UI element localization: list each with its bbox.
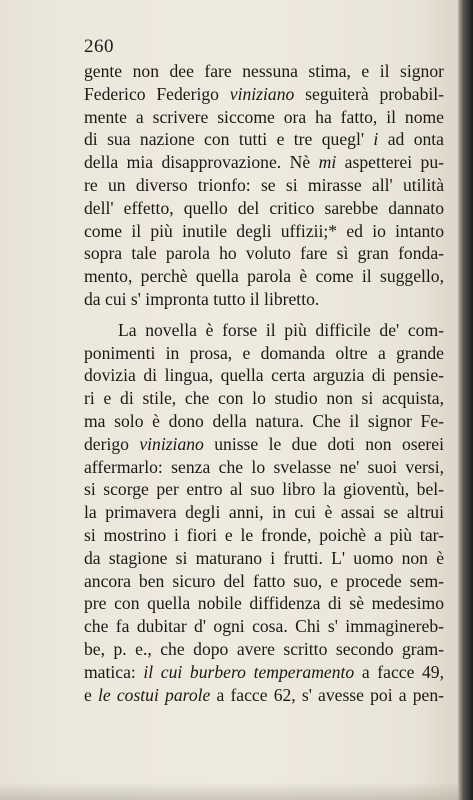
text-line: re un diverso trionfo: se si mirasse all' utilità bbox=[84, 174, 444, 195]
text-line: derigo viniziano unisse le due doti non oserei bbox=[84, 433, 444, 454]
text-line: be, p. e., che dopo avere scritto secondo gram- bbox=[84, 638, 444, 659]
text-line: dovizia di lingua, quella certa arguzia di pensie- bbox=[84, 365, 444, 386]
text-line: gente non dee fare nessuna stima, e il signor bbox=[84, 61, 444, 81]
paragraph-1 bbox=[84, 60, 444, 311]
book-spine-shadow bbox=[458, 0, 473, 800]
page-number: 260 bbox=[84, 36, 114, 57]
text-line: che fa dubitar d' ogni cosa. Chi s' immaginereb- bbox=[84, 616, 444, 637]
text-line: mente a scrivere siccome ora ha fatto, il nome bbox=[84, 106, 444, 127]
text-line: pre con quella nobile diffidenza di sè medesimo bbox=[84, 593, 444, 614]
text-line: come il più inutile degli uffizii;* ed io intanto bbox=[84, 220, 444, 241]
text-line: ri e di stile, che con lo studio non si acquista, bbox=[84, 388, 444, 409]
text-line: ponimenti in prosa, e domanda oltre a grande bbox=[84, 342, 444, 363]
text-line: della mia disapprovazione. Nè mi aspetterei pu- bbox=[84, 152, 444, 173]
text-line: da stagione si maturano i frutti. L' uomo non è bbox=[84, 547, 444, 568]
text-line: matica: il cui burbero temperamento a facce 49, bbox=[84, 661, 444, 682]
text-line: la primavera degli anni, in cui è assai se altrui bbox=[84, 502, 444, 523]
text-line: dell' effetto, quello del critico sarebbe dannato bbox=[84, 197, 444, 218]
text-line: ma solo è dono della natura. Che il signor Fe- bbox=[84, 410, 444, 431]
text-line: da cui s' impronta tutto il libretto. bbox=[84, 288, 320, 309]
text-line: e le costui parole a facce 62, s' avesse poi a pen- bbox=[84, 684, 444, 705]
page-bottom-edge bbox=[0, 782, 458, 800]
text-line: si mostrino i fiori e le fronde, poichè a più tar- bbox=[84, 524, 444, 545]
paragraph-2 bbox=[84, 319, 444, 707]
body-text bbox=[84, 60, 444, 706]
text-line: Federico Federigo viniziano seguiterà probabil- bbox=[84, 83, 445, 104]
text-line: di sua nazione con tutti e tre quegl' i ad onta bbox=[84, 129, 444, 150]
text-line: mento, perchè quella parola è come il suggello, bbox=[84, 266, 444, 287]
text-line: La novella è forse il più difficile de' com- bbox=[118, 319, 444, 340]
text-line: affermarlo: senza che lo svelasse ne' suoi versi, bbox=[84, 456, 444, 477]
text-line: ancora ben sicuro del fatto suo, e procede sem- bbox=[84, 570, 444, 591]
text-line: si scorge per entro al suo libro la gioventù, bel- bbox=[84, 479, 444, 500]
text-line: sopra tale parola ho voluto fare sì gran fonda- bbox=[84, 243, 444, 264]
